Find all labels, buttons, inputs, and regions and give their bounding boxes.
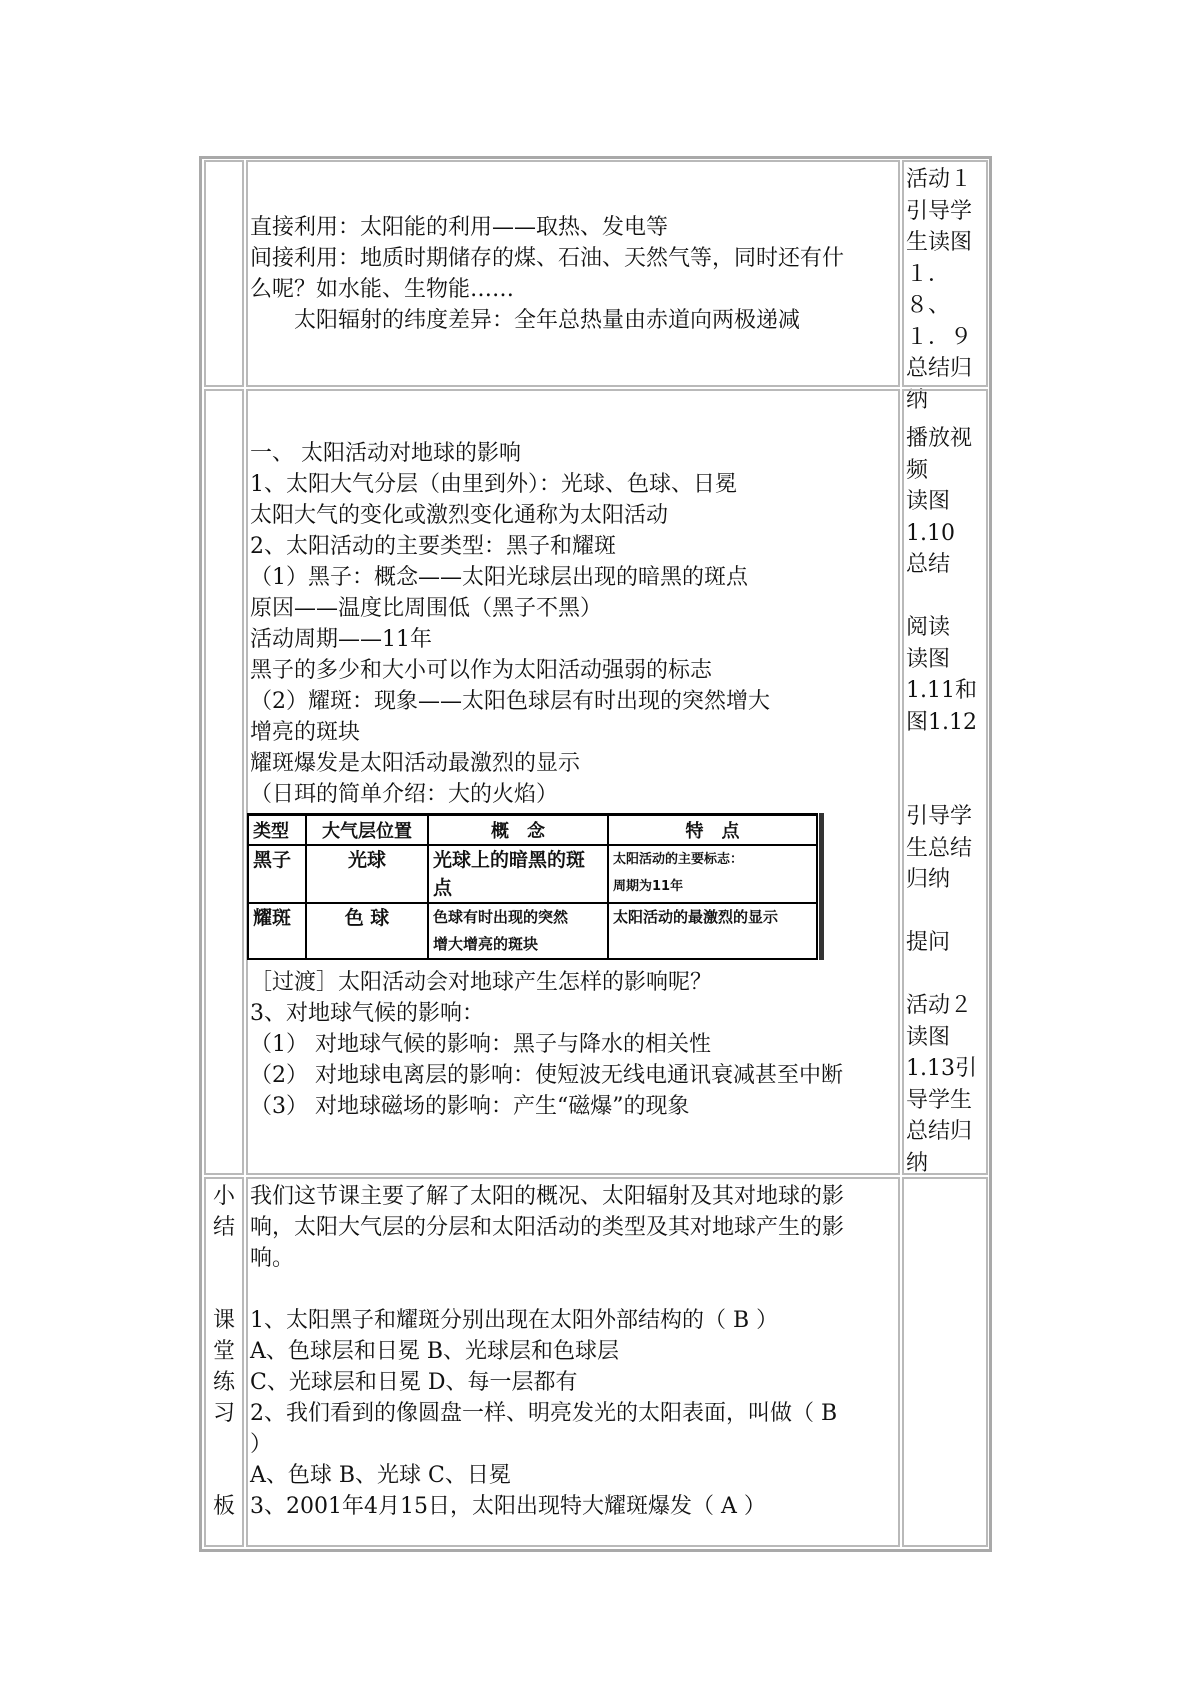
side-line: 总结归 (906, 356, 973, 381)
side-line: 活动１ (906, 167, 973, 192)
row2-line: （1）黑子：概念——太阳光球层出现的暗黑的斑点 (250, 565, 748, 590)
row2-line: 太阳大气的变化或激烈变化通称为太阳活动 (250, 503, 669, 528)
side-line: 总结归 (906, 1119, 973, 1144)
table-cell: 耀斑 (248, 903, 306, 959)
side-line: 频 (906, 457, 929, 483)
row1-side-notes (906, 164, 986, 416)
side-line: 1.10 (906, 520, 955, 546)
row3-content-cell (246, 1177, 900, 1547)
label-char: 小 (212, 1184, 235, 1209)
row1-line: 直接利用：太阳能的利用——取热、发电等 (250, 215, 669, 240)
side-line: 阅读 (906, 615, 951, 640)
row2-line: 耀斑爆发是太阳活动最激烈的显示 (250, 751, 581, 776)
label-char: 结 (212, 1215, 235, 1240)
row3-label-cell (204, 1177, 244, 1547)
table-cell (428, 845, 608, 903)
row3-line: A、色球层和日冕 B、光球层和色球层 (250, 1339, 620, 1364)
cell-line: 太阳活动的主要标志： (613, 852, 744, 867)
row2-label-cell (204, 389, 244, 1175)
sunspot-flare-table (247, 813, 823, 960)
side-line: 播放视 (906, 426, 973, 451)
table-header: 概 念 (428, 815, 608, 846)
row1-side-cell (902, 160, 988, 413)
cell-line: 光球上的暗黑的斑 (433, 849, 586, 871)
side-line (906, 770, 977, 802)
row1-line: 么呢？如水能、生物能…… (250, 277, 515, 302)
row2-line: 1、太阳大气分层（由里到外）：光球、色球、日冕 (250, 472, 737, 497)
row3-line: 1、太阳黑子和耀斑分别出现在太阳外部结构的（ B ） (250, 1308, 779, 1333)
table-image-edge (819, 813, 824, 960)
side-line: 纳 (906, 1150, 929, 1176)
board-label (212, 1491, 236, 1522)
row1-content-cell (246, 160, 900, 387)
side-line (906, 738, 977, 770)
side-line: 归纳 (906, 867, 951, 892)
row2-line: 活动周期——11年 (250, 627, 432, 652)
row3-line: 2、我们看到的像圆盘一样、明亮发光的太阳表面，叫做（ B (250, 1401, 838, 1426)
label-char: 习 (212, 1401, 235, 1426)
row3-line: 3、2001年4月15日，太阳出现特大耀斑爆发（ A ） (250, 1494, 766, 1519)
side-line: 纳 (906, 387, 929, 413)
side-line: １．８、 (906, 261, 951, 318)
row2-content-cell (246, 389, 900, 1175)
table-header: 大气层位置 (306, 815, 428, 846)
row2-line: （2） 对地球电离层的影响：使短波无线电通讯衰减甚至中断 (250, 1063, 843, 1088)
row2-side-notes (906, 423, 977, 1179)
side-line: 1.13引 (906, 1056, 977, 1081)
side-line: １．９ (906, 324, 973, 350)
row2-side-cell (902, 389, 988, 1175)
practice-label (212, 1305, 236, 1429)
cell-line: 点 (433, 877, 453, 899)
row2-line: 2、太阳活动的主要类型：黑子和耀斑 (250, 534, 616, 559)
table-header: 类型 (248, 815, 306, 846)
side-line: 读图 (906, 489, 951, 514)
side-line (906, 896, 977, 928)
label-char: 课 (212, 1308, 235, 1333)
side-line: 读图 (906, 646, 951, 672)
side-line: 图1.12 (906, 709, 977, 735)
table-cell (608, 845, 817, 903)
table-cell: 光球 (306, 845, 428, 903)
table-cell: 色 球 (306, 903, 428, 959)
row3-line: 响。 (250, 1246, 295, 1271)
row2-line: （2）耀斑：现象——太阳色球层有时出现的突然增大 (250, 689, 770, 714)
cell-line: 周期为11年 (613, 879, 684, 894)
side-line: 活动２ (906, 993, 973, 1018)
table-header-row (248, 815, 817, 846)
row1-label-cell (204, 160, 244, 387)
cell-line: 色球有时出现的突然 (433, 908, 569, 926)
side-line (906, 581, 977, 613)
label-char: 练 (212, 1370, 235, 1395)
cell-line: 增大增亮的斑块 (433, 935, 539, 953)
table-row (248, 903, 817, 959)
row2-line: （日珥的简单介绍：大的火焰） (250, 782, 559, 807)
row3-line: C、光球层和日冕 D、每一层都有 (250, 1370, 578, 1395)
row1-line: 间接利用：地质时期储存的煤、石油、天然气等，同时还有什 (250, 246, 845, 271)
side-line: 读图 (906, 1024, 951, 1050)
row3-line: 响，太阳大气层的分层和太阳活动的类型及其对地球产生的影 (250, 1215, 845, 1240)
row3-line: 我们这节课主要了解了太阳的概况、太阳辐射及其对地球的影 (250, 1184, 845, 1209)
side-line: 总结 (906, 552, 951, 577)
label-char: 堂 (212, 1339, 235, 1364)
side-line: 引导学 (906, 804, 973, 829)
row2-line: 一、 太阳活动对地球的影响 (250, 441, 521, 466)
summary-label (212, 1181, 236, 1243)
table-cell (608, 903, 817, 959)
row2-line: （1） 对地球气候的影响：黑子与降水的相关性 (250, 1032, 711, 1057)
row1-line: 太阳辐射的纬度差异：全年总热量由赤道向两极递减 (250, 308, 801, 333)
row2-line: ［过渡］太阳活动会对地球产生怎样的影响呢？ (250, 970, 713, 995)
side-line: 导学生 (906, 1087, 973, 1113)
row2-line: 增亮的斑块 (250, 720, 361, 745)
row2-line: （3） 对地球磁场的影响：产生“磁爆”的现象 (250, 1094, 690, 1119)
row3-line: A、色球 B、光球 C、日冕 (250, 1463, 511, 1488)
table-row (248, 845, 817, 903)
side-line: 1.11和 (906, 678, 977, 703)
row3-line: ） (250, 1432, 273, 1457)
table-header: 特 点 (608, 815, 817, 846)
side-line (906, 959, 977, 991)
side-line: 生总结 (906, 835, 973, 861)
row3-side-cell (902, 1177, 988, 1547)
table-cell: 黑子 (248, 845, 306, 903)
label-char: 板 (212, 1494, 235, 1519)
side-line: 引导学 (906, 198, 973, 224)
table-cell (428, 903, 608, 959)
cell-line: 太阳活动的最激烈的显示 (613, 908, 779, 926)
row2-line: 黑子的多少和大小可以作为太阳活动强弱的标志 (250, 658, 713, 683)
side-line: 生读图 (906, 230, 973, 255)
row2-line: 原因——温度比周围低（黑子不黑） (250, 596, 603, 621)
row2-line: 3、对地球气候的影响： (250, 1001, 484, 1026)
side-line: 提问 (906, 930, 951, 955)
